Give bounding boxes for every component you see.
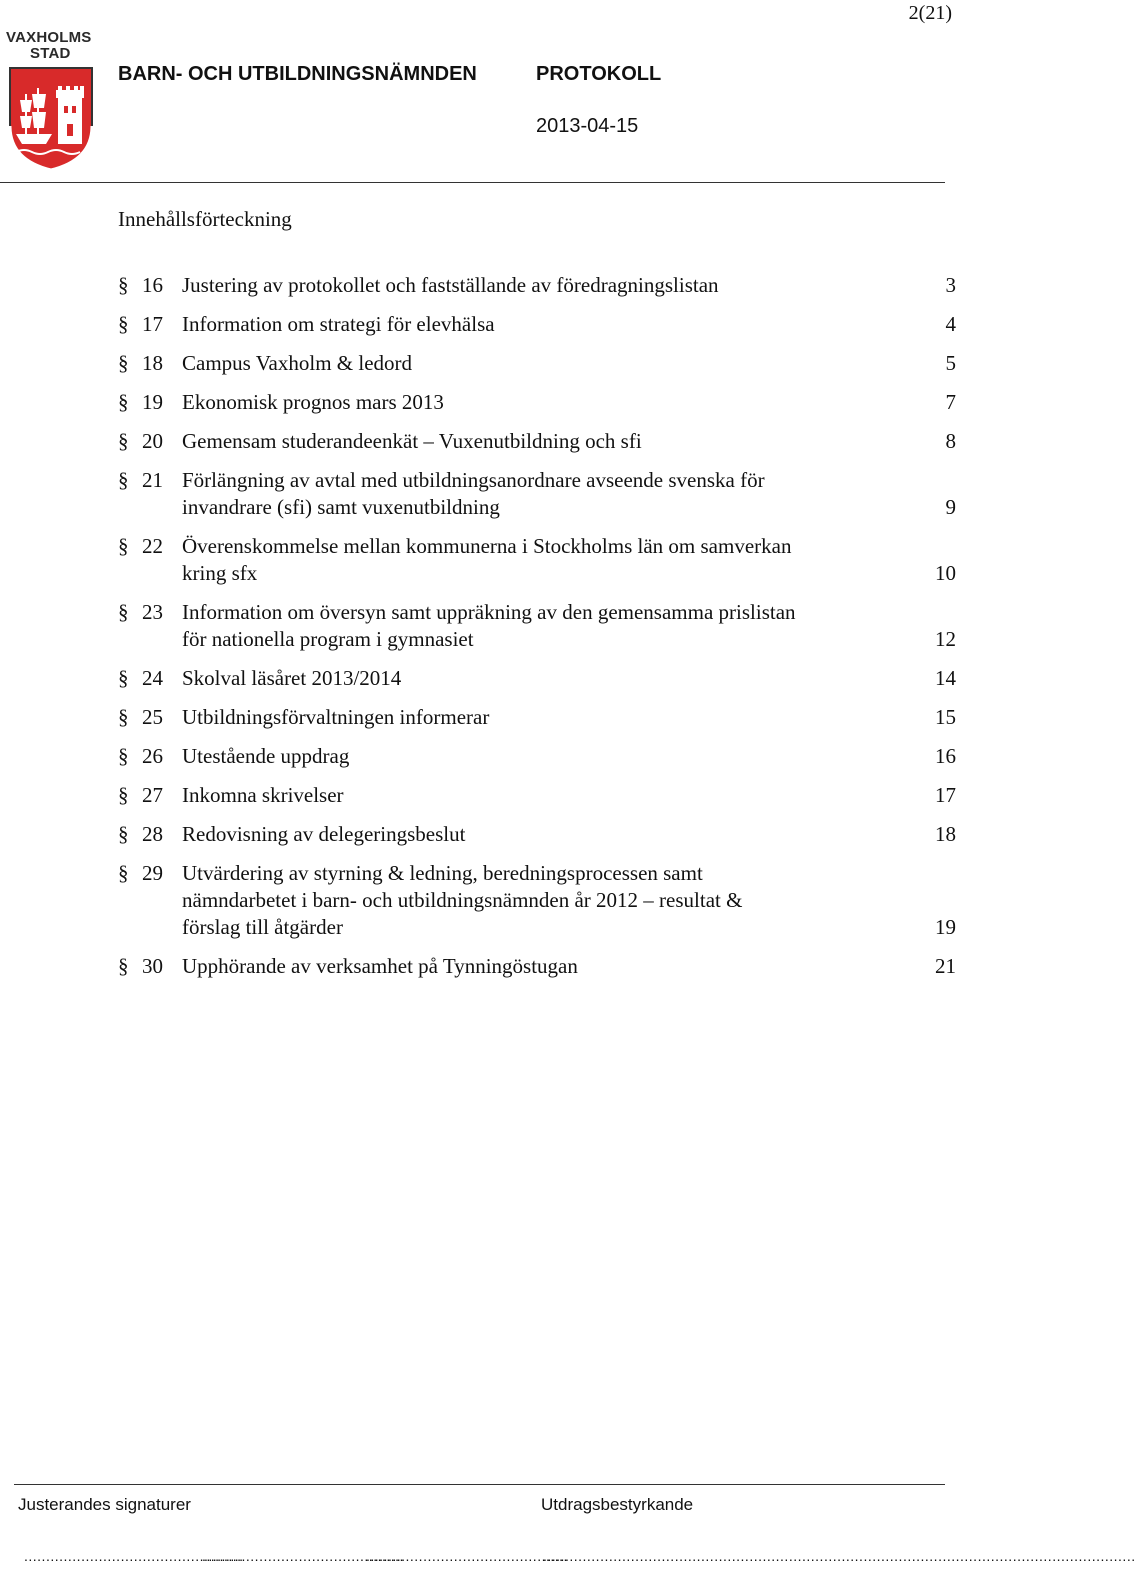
toc-entry-title-line: Utbildningsförvaltningen informerar (182, 705, 490, 729)
toc-entry-title-line: Utvärdering av styrning & ledning, beredningsprocessen samt (182, 861, 703, 885)
committee-name: BARN- OCH UTBILDNINGSNÄMNDEN (118, 63, 477, 85)
toc-entry-page: 8 (945, 429, 956, 453)
toc-entry-title-line: förslag till åtgärder (182, 915, 343, 939)
toc-entry-title (182, 665, 930, 692)
toc-entry-number: 20 (142, 429, 163, 453)
toc-entry-title (182, 821, 930, 848)
toc-entry (118, 311, 956, 338)
municipality-logo (6, 30, 98, 172)
toc-entry (118, 704, 956, 731)
toc-entry-page: 7 (945, 390, 956, 414)
certification-line: ....................................................................................................................................... (543, 1548, 1136, 1564)
toc-entry-page: 16 (935, 744, 956, 768)
toc-entry (118, 428, 956, 455)
toc-entry-title (182, 467, 930, 521)
toc-entry-title (182, 599, 930, 653)
toc-entry-number: 18 (142, 351, 163, 375)
toc-entry-number: 22 (142, 534, 163, 558)
toc-entry-title (182, 272, 930, 299)
section-sign: § (118, 390, 129, 414)
toc-entry-title (182, 311, 930, 338)
section-sign: § (118, 351, 129, 375)
section-sign: § (118, 534, 129, 558)
toc-entry-page: 14 (935, 666, 956, 690)
toc-entry-page: 19 (935, 915, 956, 939)
toc-entry-title (182, 860, 930, 941)
toc-entry-number: 16 (142, 273, 163, 297)
toc-entry-title-line: Justering av protokollet och fastställande av föredragningslistan (182, 273, 719, 297)
toc-entry-title (182, 743, 930, 770)
toc-entry-title-line: Ekonomisk prognos mars 2013 (182, 390, 444, 414)
toc-entry (118, 860, 956, 941)
toc-entry-number: 30 (142, 954, 163, 978)
toc-entry-number: 27 (142, 783, 163, 807)
toc-entry-number: 19 (142, 390, 163, 414)
toc-entry-title-line: Överenskommelse mellan kommunerna i Stockholms län om samverkan (182, 534, 792, 558)
logo-text-line1: VAXHOLMS (6, 29, 92, 46)
section-sign: § (118, 783, 129, 807)
header-divider (0, 182, 945, 183)
toc-entry (118, 272, 956, 299)
section-sign: § (118, 705, 129, 729)
toc-entry (118, 953, 956, 980)
toc-entry (118, 665, 956, 692)
toc-entry (118, 782, 956, 809)
toc-entry-title-line: Förlängning av avtal med utbildningsanordnare avseende svenska för (182, 468, 765, 492)
section-sign: § (118, 744, 129, 768)
toc-entry-title-line: invandrare (sfi) samt vuxenutbildning (182, 495, 500, 519)
certification-label: Utdragsbestyrkande (541, 1495, 694, 1514)
coat-of-arms-icon (6, 64, 96, 172)
toc-entry-number: 25 (142, 705, 163, 729)
logo-text (6, 30, 98, 62)
toc-entry-title-line: Gemensam studerandeenkät – Vuxenutbildning och sfi (182, 429, 642, 453)
toc-entry-page: 12 (935, 627, 956, 651)
toc-entry-title (182, 533, 930, 587)
toc-entry (118, 350, 956, 377)
toc-entry-number: 26 (142, 744, 163, 768)
toc-entry-number: 17 (142, 312, 163, 336)
signature-line-1: .................................................. (24, 1548, 244, 1564)
section-sign: § (118, 429, 129, 453)
toc-entry-title (182, 704, 930, 731)
section-sign: § (118, 861, 129, 885)
section-sign: § (118, 273, 129, 297)
toc-entry-title-line: Inkomna skrivelser (182, 783, 344, 807)
page-number: 2(21) (908, 2, 952, 24)
toc-entry-title-line: Redovisning av delegeringsbeslut (182, 822, 466, 846)
table-of-contents (118, 272, 956, 992)
toc-entry-page: 5 (945, 351, 956, 375)
toc-entry-title-line: nämndarbetet i barn- och utbildningsnämnden år 2012 – resultat & (182, 888, 743, 912)
toc-entry-title-line: kring sfx (182, 561, 258, 585)
logo-text-line2: STAD (30, 45, 71, 62)
toc-entry (118, 467, 956, 521)
document-type: PROTOKOLL (536, 63, 662, 85)
toc-entry (118, 743, 956, 770)
toc-entry-number: 21 (142, 468, 163, 492)
toc-entry (118, 821, 956, 848)
section-sign: § (118, 312, 129, 336)
toc-entry (118, 389, 956, 416)
toc-entry-title-line: Information om strategi för elevhälsa (182, 312, 495, 336)
section-sign: § (118, 822, 129, 846)
section-sign: § (118, 954, 129, 978)
signature-line-3: .............................................. (366, 1548, 568, 1564)
section-sign: § (118, 600, 129, 624)
toc-entry-title (182, 350, 930, 377)
toc-entry-title-line: Information om översyn samt uppräkning av den gemensamma prislistan (182, 600, 796, 624)
toc-entry-page: 4 (945, 312, 956, 336)
toc-entry-page: 10 (935, 561, 956, 585)
toc-entry-title (182, 389, 930, 416)
toc-entry-title (182, 782, 930, 809)
toc-entry (118, 599, 956, 653)
toc-entry-page: 17 (935, 783, 956, 807)
toc-entry-title-line: Upphörande av verksamhet på Tynningöstugan (182, 954, 578, 978)
meeting-date: 2013-04-15 (536, 115, 639, 137)
toc-entry-page: 9 (945, 495, 956, 519)
toc-entry (118, 533, 956, 587)
toc-entry-title-line: Campus Vaxholm & ledord (182, 351, 413, 375)
toc-entry-number: 29 (142, 861, 163, 885)
toc-entry-page: 18 (935, 822, 956, 846)
toc-entry-number: 24 (142, 666, 163, 690)
toc-entry-page: 3 (945, 273, 956, 297)
signature-line-2: .............................................. (202, 1548, 404, 1564)
toc-entry-number: 28 (142, 822, 163, 846)
footer-divider (14, 1484, 945, 1485)
toc-entry-title-line: Utestående uppdrag (182, 744, 350, 768)
section-sign: § (118, 666, 129, 690)
signatures-label: Justerandes signaturer (18, 1495, 191, 1514)
toc-entry-number: 23 (142, 600, 163, 624)
toc-entry-title (182, 953, 930, 980)
toc-entry-title-line: för nationella program i gymnasiet (182, 627, 474, 651)
toc-entry-page: 21 (935, 954, 956, 978)
section-sign: § (118, 468, 129, 492)
toc-entry-page: 15 (935, 705, 956, 729)
toc-heading: Innehållsförteckning (118, 207, 292, 231)
toc-entry-title (182, 428, 930, 455)
toc-entry-title-line: Skolval läsåret 2013/2014 (182, 666, 402, 690)
